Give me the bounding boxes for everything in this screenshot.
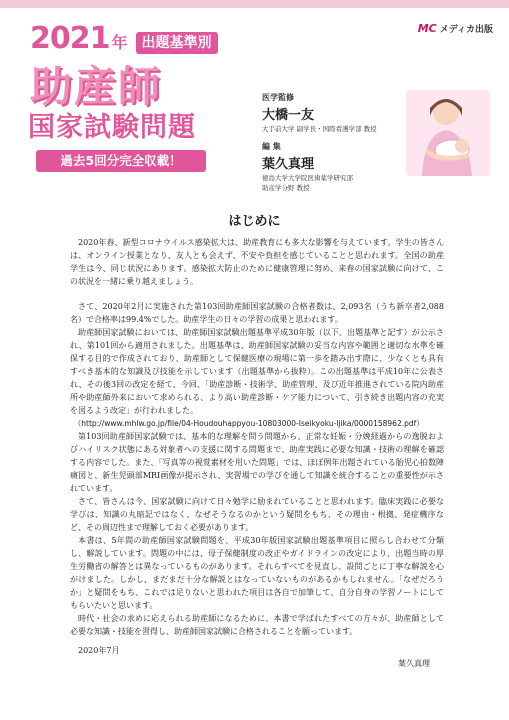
year-suffix: 年 bbox=[111, 33, 128, 52]
book-subtitle: 国家試験問題 bbox=[28, 112, 196, 143]
paragraph: 本書は、5年間の助産師国家試験問題を、平成30年版国家試験出題基準項目に照らし合わせて分類し、解説しています。問題の中には、母子保健制度の改正やガイドラインの改定により、出題当時の厚生労働省の解答とは異なっているものがあります。それらすべてを見直し、設問ごとに丁寧な解説を心がけました。しかし、まだまだ十分な解説とはなっていないものがあるかもしれません。「なぜだろうか」と疑問をもち、これでは足りないと思われた項目は各自で加筆して、自分自身の学習ノートにしてもらいたいと思います。 bbox=[70, 536, 444, 610]
publisher bbox=[418, 22, 493, 35]
editor-role: 編 集 bbox=[262, 142, 281, 151]
paragraph: 時代・社会の求めに応えられる助産師になるために、本書で学ばれたすべての方々が、助産師として必要な知識・技能を習得し、助産師国家試験に合格されることを願っています。 bbox=[70, 614, 444, 636]
editor-affiliation-1: 徳島大学大学院医歯薬学研究部 bbox=[262, 174, 353, 182]
supervisor-role: 医学監修 bbox=[262, 93, 294, 102]
preface-body bbox=[70, 236, 444, 670]
top-band bbox=[0, 0, 509, 8]
year-line bbox=[30, 21, 218, 56]
basis-label: 出題基準別 bbox=[136, 32, 218, 54]
year-text: 2021 bbox=[30, 21, 110, 56]
paragraph: 第103回助産師国家試験では、基本的な理解を問う問題から、正常な妊娠・分娩経過からの逸脱およびハイリスク状態にある対象者への支援に関する問題まで、助産実践に必要な知識・技術の理解を確認する内容でした。また、「写真等の視覚素材を用いた問題」では、ほぼ例年出題されている胎児心拍数陣痛図と、新生児頭部MRI画像が提示され、実習場での学びを通して知識を統合することの重要性が示されています。 bbox=[70, 432, 444, 493]
supervisor-affiliation: 大手前大学 副学長・国際看護学部 教授 bbox=[262, 125, 377, 133]
reference-url: （http://www.mhlw.go.jp/file/04-Houdouhappyou-10803000-Iseikyoku-Ijika/0000158962.pdf） bbox=[73, 419, 424, 428]
date: 2020年7月 bbox=[78, 646, 120, 655]
paragraph: さて、2020年2月に実施された第103回助産師国家試験の合格者数は、2,093名（うち新卒者2,088名）で合格率は99.4%でした。助産学生の日々の学習の成果と思われます。 bbox=[70, 302, 444, 324]
edition-ribbon: 過去5回分完全収載！ bbox=[36, 150, 206, 172]
supervisor-name: 大橋一友 bbox=[262, 108, 315, 123]
publisher-name: メディカ出版 bbox=[439, 25, 493, 35]
editor-affiliation-2: 助産学分野 教授 bbox=[262, 184, 310, 192]
page-title: はじめに bbox=[228, 214, 281, 229]
publisher-logo: MC bbox=[417, 22, 437, 35]
mother-baby-illustration bbox=[400, 86, 492, 182]
editor-name: 葉久真理 bbox=[262, 157, 315, 172]
book-title: 助産師 bbox=[30, 62, 163, 111]
paragraph: 助産師国家試験においては、助産師国家試験出題基準平成30年版（以下、出題基準と記す）が公示され、第101回から適用されました。出題基準は、助産師国家試験の妥当な内容や範囲と適切な水準を確保する目的で作成されており、助産師として保健医療の現場に第一歩を踏み出す際に、少なくとも具有すべき基本的な知識及び技能を示しています（出題基準から抜粋）。この出題基準は平成10年に公表され、その後3回の改定を経て、今回、「助産診断・技術学、助産管理、及び近年推進されている院内助産所や助産師外来において求められる、より高い助産診断・ケア能力について、引き続き出題内容の充実を図るよう改定」が行われました。 bbox=[70, 328, 444, 415]
paragraph-spacer bbox=[70, 288, 444, 300]
signature: 葉久真理 bbox=[398, 659, 430, 668]
paragraph: 2020年春、新型コロナウイルス感染拡大は、助産教育にも多大な影響を与えています。学生の皆さんは、オンライン授業となり、友人とも会えず、不安や負担を感じていることと思われます。全国の助産学生は今、同じ状況にあります。感染拡大防止のために健康管理に努め、来春の国家試験に向けて、この状況を一緒に乗り越えましょう。 bbox=[70, 238, 444, 286]
cover-header bbox=[0, 0, 509, 190]
editors-block bbox=[262, 92, 377, 192]
paragraph: さて、皆さんは今、国家試験に向けて日々勉学に励まれていることと思われます。臨床実践に必要な学びは、知識の丸暗記ではなく、なぜそうなるのかという疑問をもち、その理由・根拠、発症機序など、その周辺性まで理解しておく必要があります。 bbox=[70, 497, 444, 532]
